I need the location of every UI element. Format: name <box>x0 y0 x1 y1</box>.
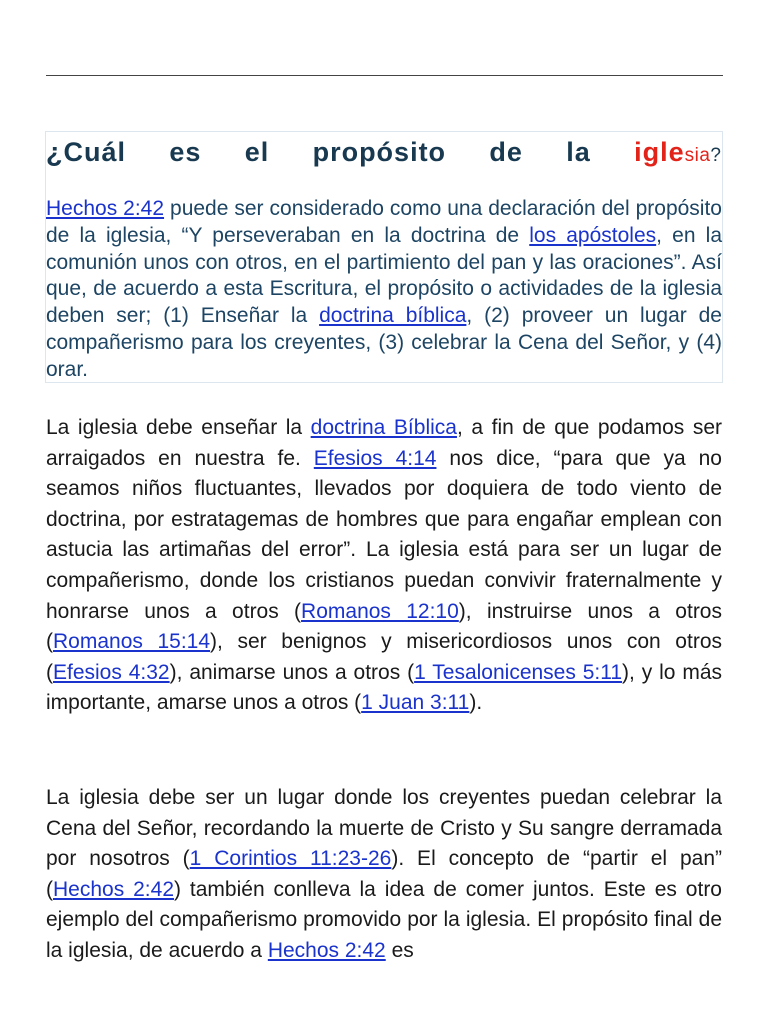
link-hechos-2-42-c[interactable]: Hechos 2:42 <box>267 938 386 962</box>
link-efesios-4-14[interactable]: Efesios 4:14 <box>313 446 437 470</box>
title-highlight-small: sia <box>684 145 711 166</box>
intro-paragraph <box>46 196 722 384</box>
link-doctrina-biblica[interactable]: doctrina bíblica <box>319 304 467 328</box>
link-efesios-4-32[interactable]: Efesios 4:32 <box>53 660 170 684</box>
title-highlight: igle <box>634 137 685 167</box>
p1-text-5: ), ser benignos y misericordiosos unos con otros ( <box>46 630 722 684</box>
top-divider <box>46 75 723 76</box>
body-paragraph-1 <box>46 413 722 719</box>
p1-text-3: nos dice, “para que ya no seamos niños fluctuantes, llevados por doquiera de todo viento de doctrina, por estratagemas de hombres que para engañar emplean con astucia las artimañas del error”. La iglesia está para ser un lugar de compañerismo, donde los cristianos puedan convivir fraternalmente y honrarse unos a otros ( <box>46 446 722 623</box>
title-question-mark: ? <box>710 145 722 166</box>
link-romanos-15-14[interactable]: Romanos 15:14 <box>53 630 211 654</box>
p2-text-3: ) también conlleva la idea de comer juntos. Este es otro ejemplo del compañerismo promovido por la iglesia. El propósito final de la iglesia, de acuerdo a <box>46 877 722 962</box>
page-title <box>46 134 722 174</box>
p1-text-6: ), animarse unos a otros ( <box>169 660 415 684</box>
link-romanos-12-10[interactable]: Romanos 12:10 <box>301 599 459 623</box>
link-hechos-2-42-b[interactable]: Hechos 2:42 <box>53 877 174 901</box>
link-hechos-2-42[interactable]: Hechos 2:42 <box>46 197 165 220</box>
intro-text-2: , en la comunión unos con otros, en el partimiento del pan y las oraciones”. Así que, de acuerdo a esta Escritura, el propósito o actividades de la iglesia deben ser; (1) Enseñar la <box>46 223 722 328</box>
p2-text-4: es <box>385 938 414 962</box>
body-paragraph-2 <box>46 783 722 967</box>
p1-text-4: ), instruirse unos a otros ( <box>46 599 722 654</box>
p1-text-8: ). <box>469 691 483 715</box>
intro-text-1: puede ser considerado como una declaración del propósito de la iglesia, “Y perseveraban en la doctrina de <box>46 197 722 247</box>
p1-text-2: , a fin de que podamos ser arraigados en nuestra fe. <box>46 416 722 470</box>
p2-text-1: La iglesia debe ser un lugar donde los creyentes puedan celebrar la Cena del Señor, recordando la muerte de Cristo y Su sangre derramada por nosotros ( <box>46 786 722 871</box>
intro-text-3: , (2) proveer un lugar de compañerismo para los creyentes, (3) celebrar la Cena del Señor, y (4) orar. <box>46 304 722 381</box>
p1-text-7: ), y lo más importante, amarse unos a otros ( <box>46 660 723 715</box>
link-1-corintios-11-23-26[interactable]: 1 Corintios 11:23-26 <box>189 847 392 871</box>
link-1-tesalonicenses-5-11[interactable]: 1 Tesalonicenses 5:11 <box>414 660 623 684</box>
p2-text-2: ). El concepto de “partir el pan” ( <box>46 847 722 901</box>
link-1-juan-3-11[interactable]: 1 Juan 3:11 <box>361 691 470 715</box>
p1-text-1: La iglesia debe enseñar la <box>46 416 311 439</box>
link-doctrina-biblica-2[interactable]: doctrina Bíblica <box>310 416 457 439</box>
title-text: ¿Cuál es el propósito de la <box>46 137 635 167</box>
link-los-apostoles[interactable]: los apóstoles <box>529 223 657 247</box>
